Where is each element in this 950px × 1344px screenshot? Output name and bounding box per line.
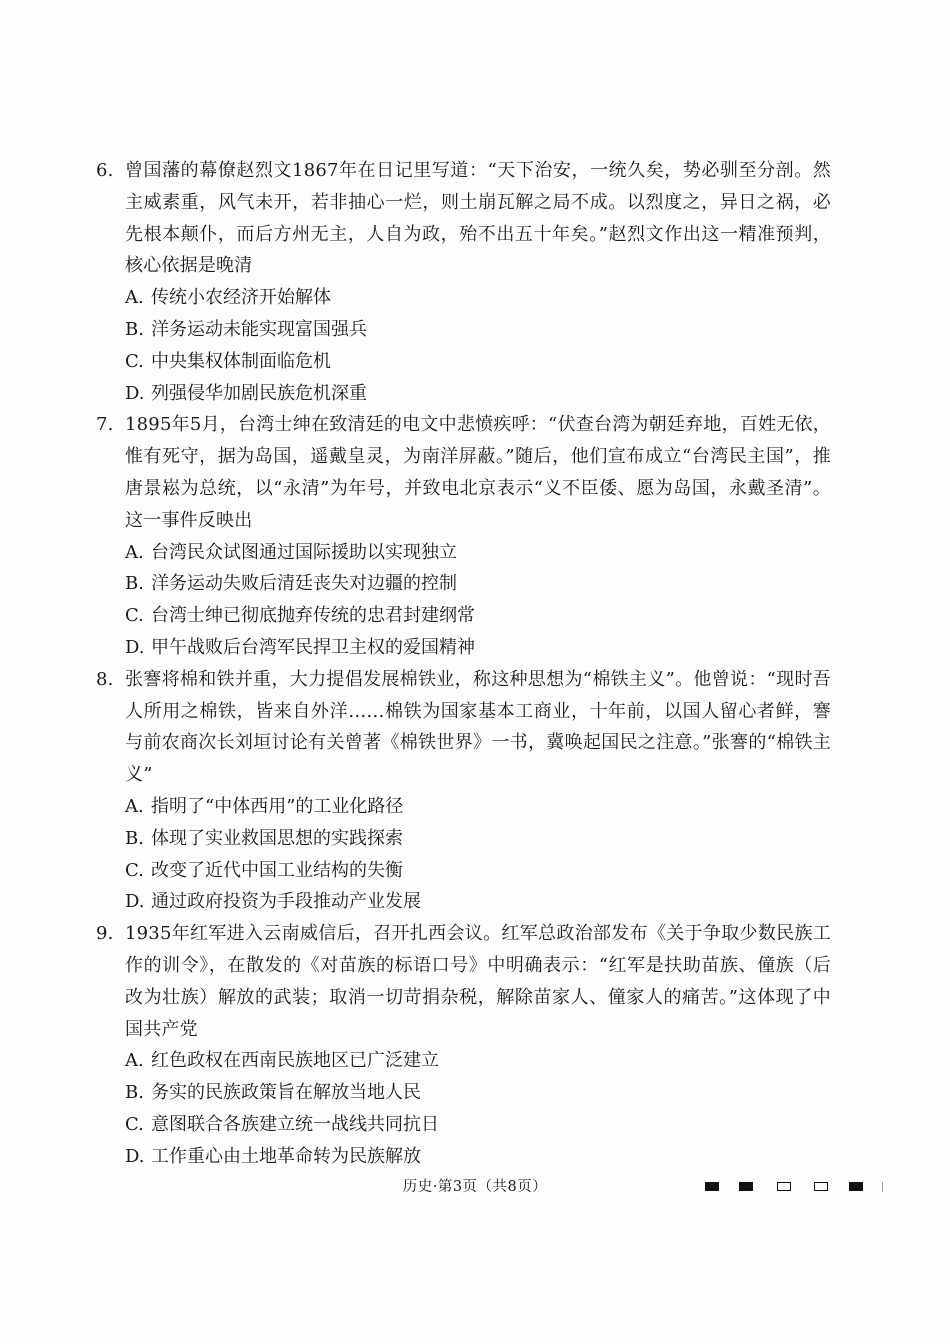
- option-text: 台湾民众试图通过国际援助以实现独立: [151, 541, 457, 563]
- question-text: 1895年5月，台湾士绅在致清廷的电文中悲愤疾呼：“伏查台湾为朝廷弃地，百姓无依，惟有死守，据为岛国，遥戴皇灵，为南洋屏蔽。”随后，他们宣布成立“台湾民主国”，推唐景崧为总统，以“永清”为年号，并致电北京表示“义不臣倭、愿为岛国，永戴圣清”。这一事件反映出: [125, 414, 831, 531]
- option-text: 列强侵华加剧民族危机深重: [151, 382, 367, 404]
- page-footer: [0, 1176, 950, 1200]
- option-letter: C.: [125, 605, 144, 627]
- option-b: [96, 823, 831, 855]
- option-letter: A.: [125, 795, 144, 817]
- option-c: [96, 346, 831, 378]
- option-c: [96, 1109, 831, 1141]
- option-text: 意图联合各族建立统一战线共同抗日: [151, 1113, 439, 1135]
- question-9: [96, 918, 831, 1172]
- option-letter: D.: [125, 636, 145, 658]
- registration-mark: [777, 1182, 791, 1191]
- option-text: 洋务运动未能实现富国强兵: [151, 318, 367, 340]
- question-stem: [96, 918, 831, 1045]
- option-letter: B.: [125, 573, 144, 595]
- option-text: 体现了实业救国思想的实践探索: [151, 827, 403, 849]
- registration-mark: [814, 1182, 828, 1191]
- option-a: [96, 282, 831, 314]
- option-letter: D.: [125, 891, 145, 913]
- question-8: [96, 664, 831, 918]
- question-text: 张謇将棉和铁并重，大力提倡发展棉铁业，称这种思想为“棉铁主义”。他曾说：“现时吾人所用之棉铁，皆来自外洋……棉铁为国家基本工商业，十年前，以国人留心者鲜，謇与前农商次长刘垣讨论有关曾著《棉铁世界》一书，冀唤起国民之注意。”张謇的“棉铁主义”: [125, 668, 831, 786]
- option-text: 台湾士绅已彻底抛弃传统的忠君封建纲常: [151, 605, 475, 627]
- option-b: [96, 314, 831, 346]
- option-list: [96, 282, 831, 409]
- question-7: [96, 409, 831, 663]
- option-text: 洋务运动失败后清廷丧失对边疆的控制: [151, 573, 457, 595]
- option-d: [96, 886, 831, 918]
- edge-tick: [882, 1182, 883, 1192]
- registration-mark: [705, 1182, 719, 1191]
- option-a: [96, 791, 831, 823]
- option-text: 务实的民族政策旨在解放当地人民: [151, 1082, 421, 1104]
- option-text: 改变了近代中国工业结构的失衡: [151, 859, 403, 881]
- option-letter: C.: [125, 350, 144, 372]
- option-text: 通过政府投资为手段推动产业发展: [151, 891, 421, 913]
- question-stem: [96, 409, 831, 536]
- option-list: [96, 537, 831, 664]
- question-number: 7.: [96, 414, 114, 436]
- option-letter: D.: [125, 1145, 145, 1167]
- option-d: [96, 632, 831, 664]
- registration-mark: [739, 1182, 753, 1191]
- option-text: 中央集权体制面临危机: [151, 350, 331, 372]
- option-letter: A.: [125, 287, 144, 309]
- question-number: 8.: [96, 668, 114, 690]
- question-6: [96, 155, 831, 409]
- registration-mark: [849, 1182, 863, 1191]
- option-letter: C.: [125, 1113, 144, 1135]
- option-b: [96, 1077, 831, 1109]
- option-letter: B.: [125, 827, 144, 849]
- option-c: [96, 855, 831, 887]
- option-text: 指明了“中体西用”的工业化路径: [151, 795, 404, 817]
- option-letter: B.: [125, 318, 144, 340]
- option-letter: A.: [125, 1050, 144, 1072]
- page-number-label: 历史·第3页（共8页）: [402, 1179, 548, 1195]
- question-number: 6.: [96, 160, 114, 181]
- question-text: 1935年红军进入云南威信后，召开扎西会议。红军总政治部发布《关于争取少数民族工作的训令》，在散发的《对苗族的标语口号》中明确表示：“红军是扶助苗族、僮族（后改为壮族）解放的武装；取消一切苛捐杂税，解除苗家人、僮家人的痛苦。”这体现了中国共产党: [125, 923, 831, 1040]
- option-letter: C.: [125, 859, 144, 881]
- option-text: 甲午战败后台湾军民捍卫主权的爱国精神: [151, 636, 475, 658]
- option-d: [96, 1141, 831, 1173]
- question-stem: [96, 664, 831, 791]
- option-c: [96, 600, 831, 632]
- option-a: [96, 1045, 831, 1077]
- option-text: 工作重心由土地革命转为民族解放: [151, 1145, 421, 1167]
- option-letter: B.: [125, 1082, 144, 1104]
- option-d: [96, 378, 831, 410]
- option-list: [96, 791, 831, 918]
- question-number: 9.: [96, 923, 114, 945]
- question-stem: [96, 155, 831, 282]
- option-a: [96, 537, 831, 569]
- option-text: 红色政权在西南民族地区已广泛建立: [151, 1050, 439, 1072]
- option-text: 传统小农经济开始解体: [151, 287, 331, 309]
- option-letter: A.: [125, 541, 144, 563]
- option-list: [96, 1045, 831, 1172]
- question-text: 曾国藩的幕僚赵烈文1867年在日记里写道：“天下治安，一统久矣，势必驯至分剖。然主威素重，风气未开，若非抽心一烂，则土崩瓦解之局不成。以烈度之，异日之祸，必先根本颠仆，而后方州无主，人自为政，殆不出五十年矣。”赵烈文作出这一精准预判，核心依据是晚清: [125, 160, 831, 277]
- question-list: [96, 155, 831, 1173]
- option-b: [96, 568, 831, 600]
- option-letter: D.: [125, 382, 145, 404]
